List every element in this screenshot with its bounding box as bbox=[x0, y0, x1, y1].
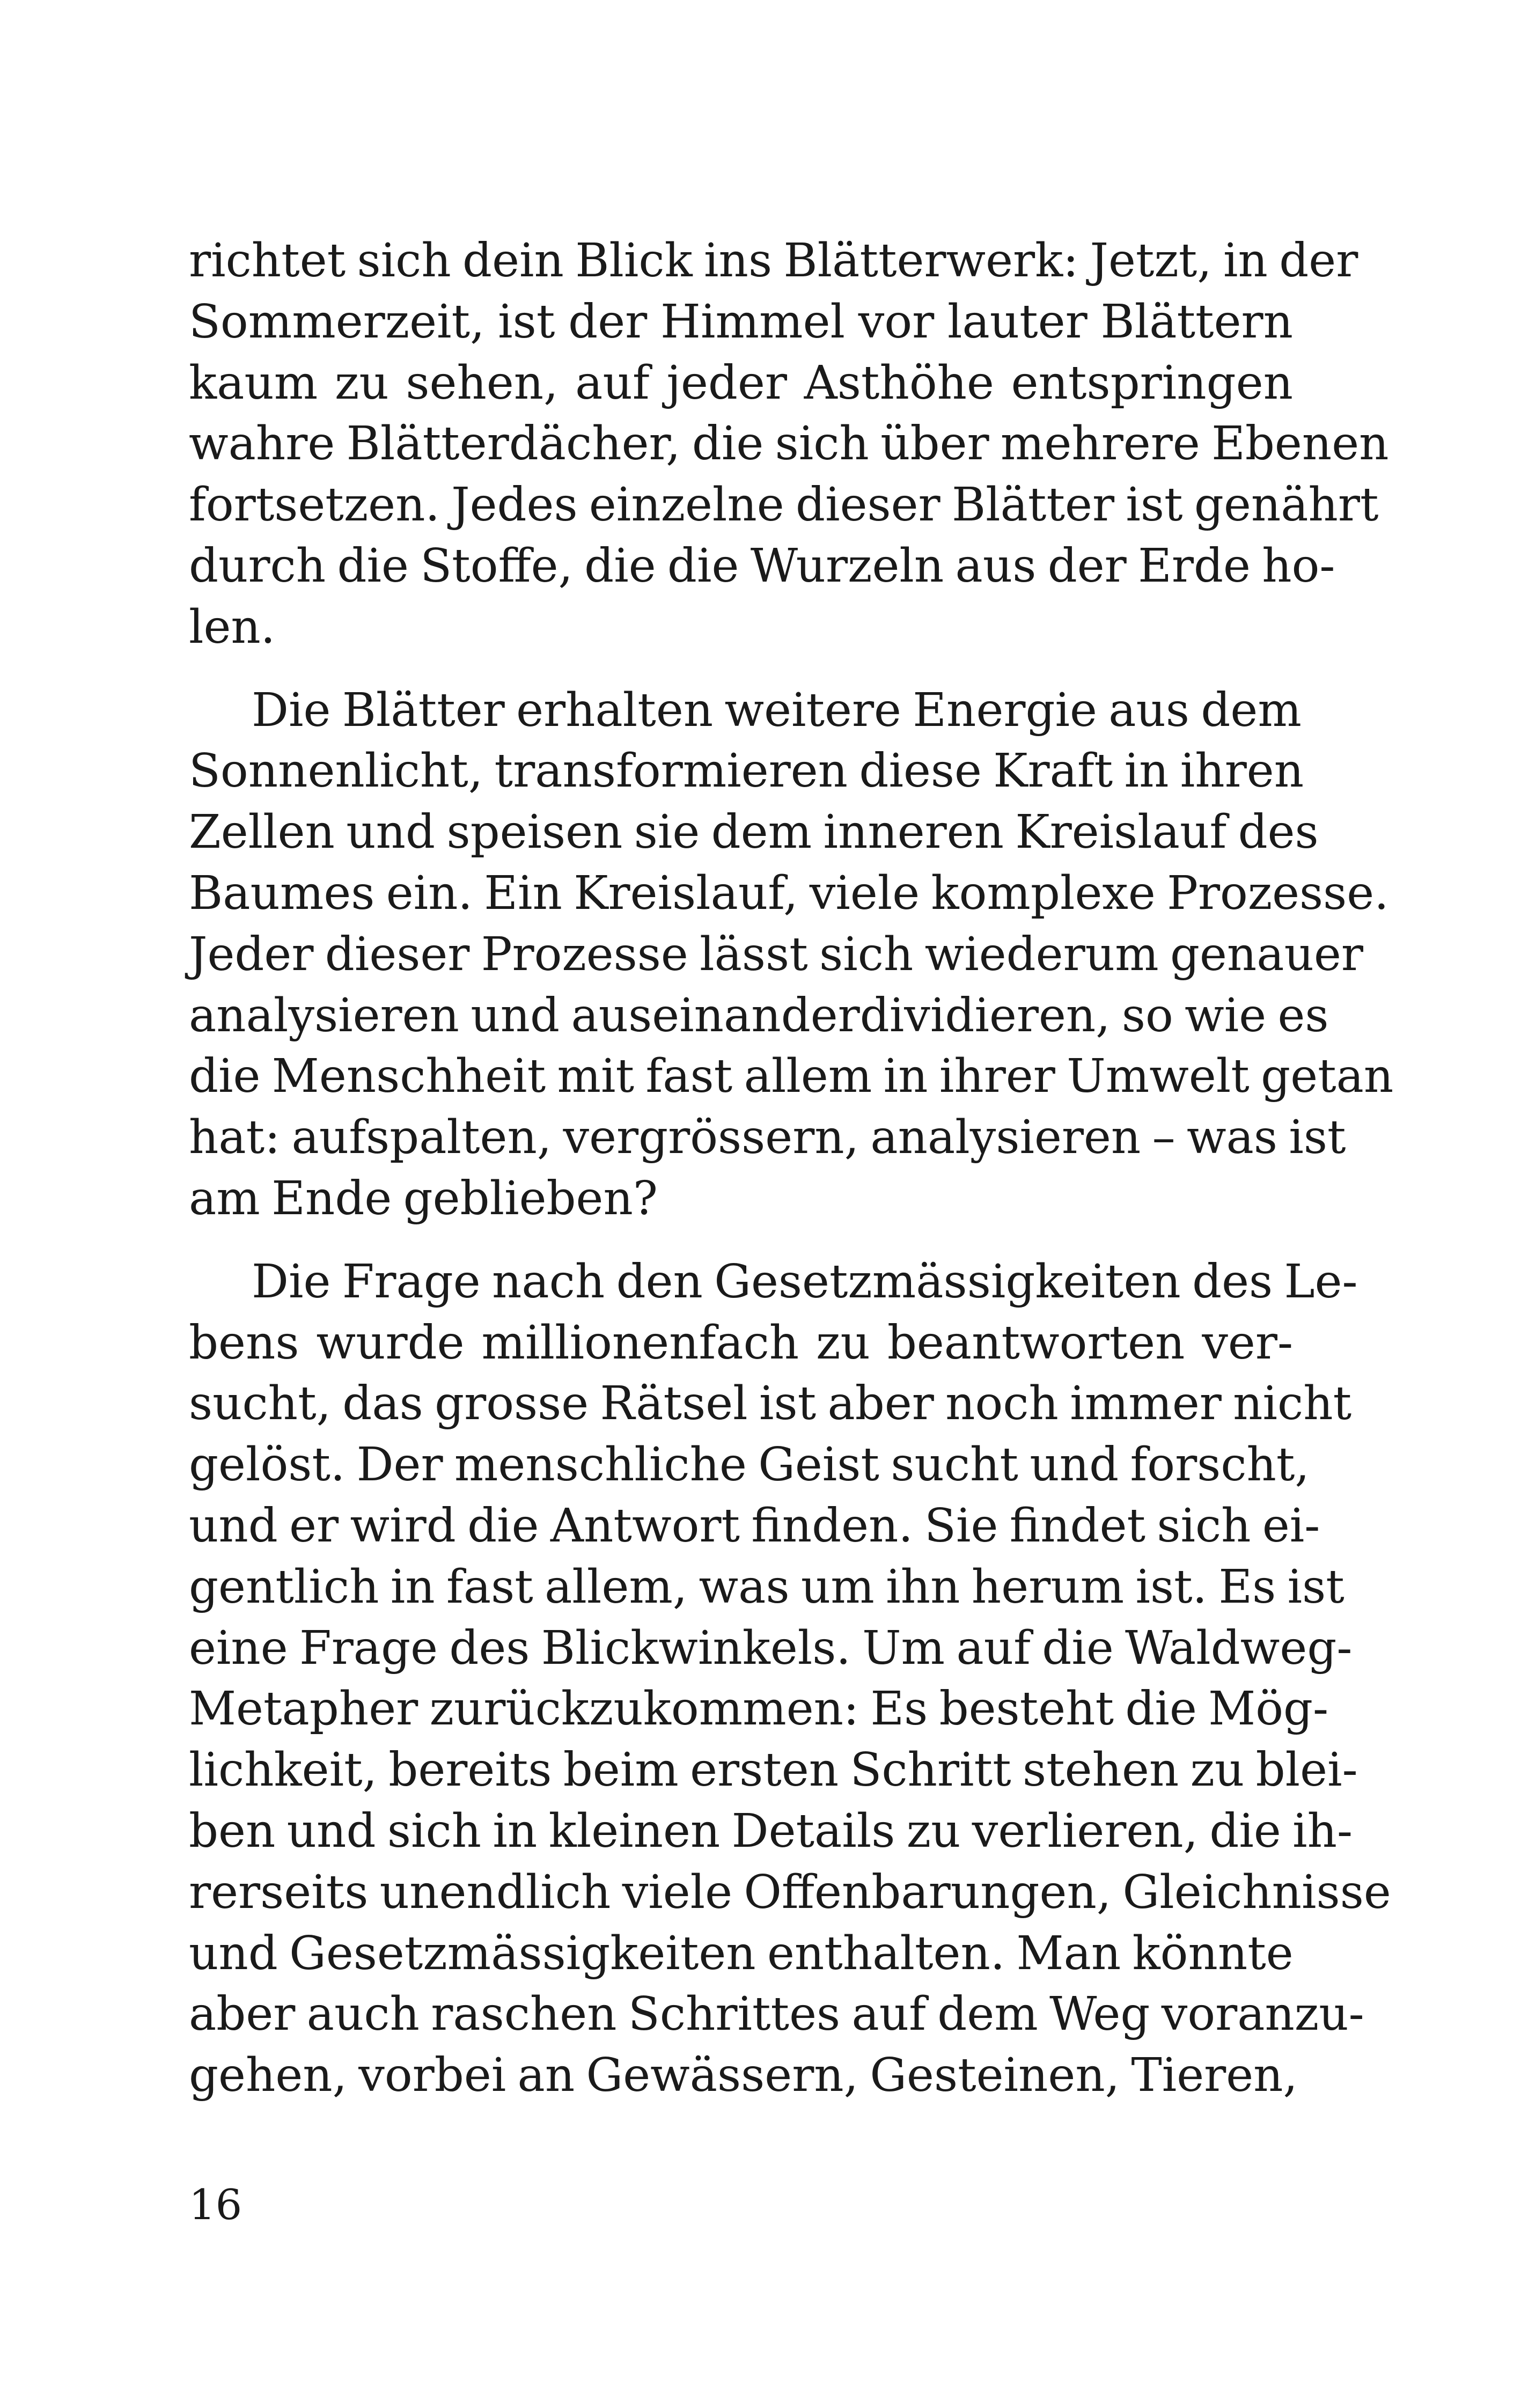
text-line: Jeder dieser Prozesse lässt sich wiederum genauer bbox=[189, 927, 1363, 981]
text-line: am Ende geblieben? bbox=[189, 1171, 658, 1225]
text-line: Metapher zurückzukommen: Es besteht die Mög- bbox=[189, 1682, 1329, 1736]
text-line: richtet sich dein Blick ins Blätterwerk: Jetzt, in der bbox=[189, 234, 1358, 288]
text-line: lichkeit, bereits beim ersten Schritt stehen zu blei- bbox=[189, 1743, 1358, 1797]
body-text bbox=[189, 231, 1394, 2128]
text-line: fortsetzen. Jedes einzelne dieser Blätter ist genährt bbox=[189, 478, 1379, 532]
text-line: analysieren und auseinanderdividieren, so wie es bbox=[189, 988, 1329, 1043]
text-line: gelöst. Der menschliche Geist sucht und forscht, bbox=[189, 1438, 1310, 1492]
text-line: len. bbox=[189, 600, 276, 654]
text-line: wahre Blätterdächer, die sich über mehrere Ebenen bbox=[189, 417, 1389, 471]
text-line: Zellen und speisen sie dem inneren Kreislauf des bbox=[189, 805, 1319, 860]
text-line: ben und sich in kleinen Details zu verlieren, die ih- bbox=[189, 1804, 1353, 1858]
paragraph-3 bbox=[189, 1252, 1391, 2106]
text-line: aber auch raschen Schrittes auf dem Weg voranzu- bbox=[189, 1987, 1364, 2042]
text-line: Sommerzeit, ist der Himmel vor lauter Blättern bbox=[189, 295, 1293, 349]
text-line: gehen, vorbei an Gewässern, Gesteinen, Tieren, bbox=[189, 2049, 1298, 2103]
text-line: und er wird die Antwort finden. Sie findet sich ei- bbox=[189, 1499, 1320, 1553]
text-line: kaum zu sehen, auf jeder Asthöhe entspringen bbox=[189, 356, 1293, 410]
text-line: sucht, das grosse Rätsel ist aber noch immer nicht bbox=[189, 1377, 1352, 1431]
text-line: gentlich in fast allem, was um ihn herum ist. Es ist bbox=[189, 1560, 1344, 1614]
text-line: Sonnenlicht, transformieren diese Kraft in ihren bbox=[189, 744, 1304, 798]
text-line: hat: aufspalten, vergrössern, analysieren – was ist bbox=[189, 1111, 1346, 1165]
text-line: bens wurde millionenfach zu beantworten ver- bbox=[189, 1316, 1293, 1370]
paragraph-1 bbox=[189, 231, 1389, 658]
text-line: rerseits unendlich viele Offenbarungen, Gleichnisse bbox=[189, 1865, 1391, 1919]
page-number: 16 bbox=[189, 2181, 243, 2229]
text-line: Baumes ein. Ein Kreislauf, viele komplexe Prozesse. bbox=[189, 866, 1389, 920]
text-line: und Gesetzmässigkeiten enthalten. Man könnte bbox=[189, 1926, 1294, 1980]
paragraph-2 bbox=[189, 680, 1394, 1230]
text-line: Die Frage nach den Gesetzmässigkeiten des Le- bbox=[252, 1254, 1358, 1309]
text-line: durch die Stoffe, die die Wurzeln aus der Erde ho- bbox=[189, 539, 1335, 593]
text-line: die Menschheit mit fast allem in ihrer Umwelt getan bbox=[189, 1049, 1394, 1104]
text-line: Die Blätter erhalten weitere Energie aus dem bbox=[252, 683, 1302, 737]
text-line: eine Frage des Blickwinkels. Um auf die Waldweg- bbox=[189, 1621, 1353, 1675]
